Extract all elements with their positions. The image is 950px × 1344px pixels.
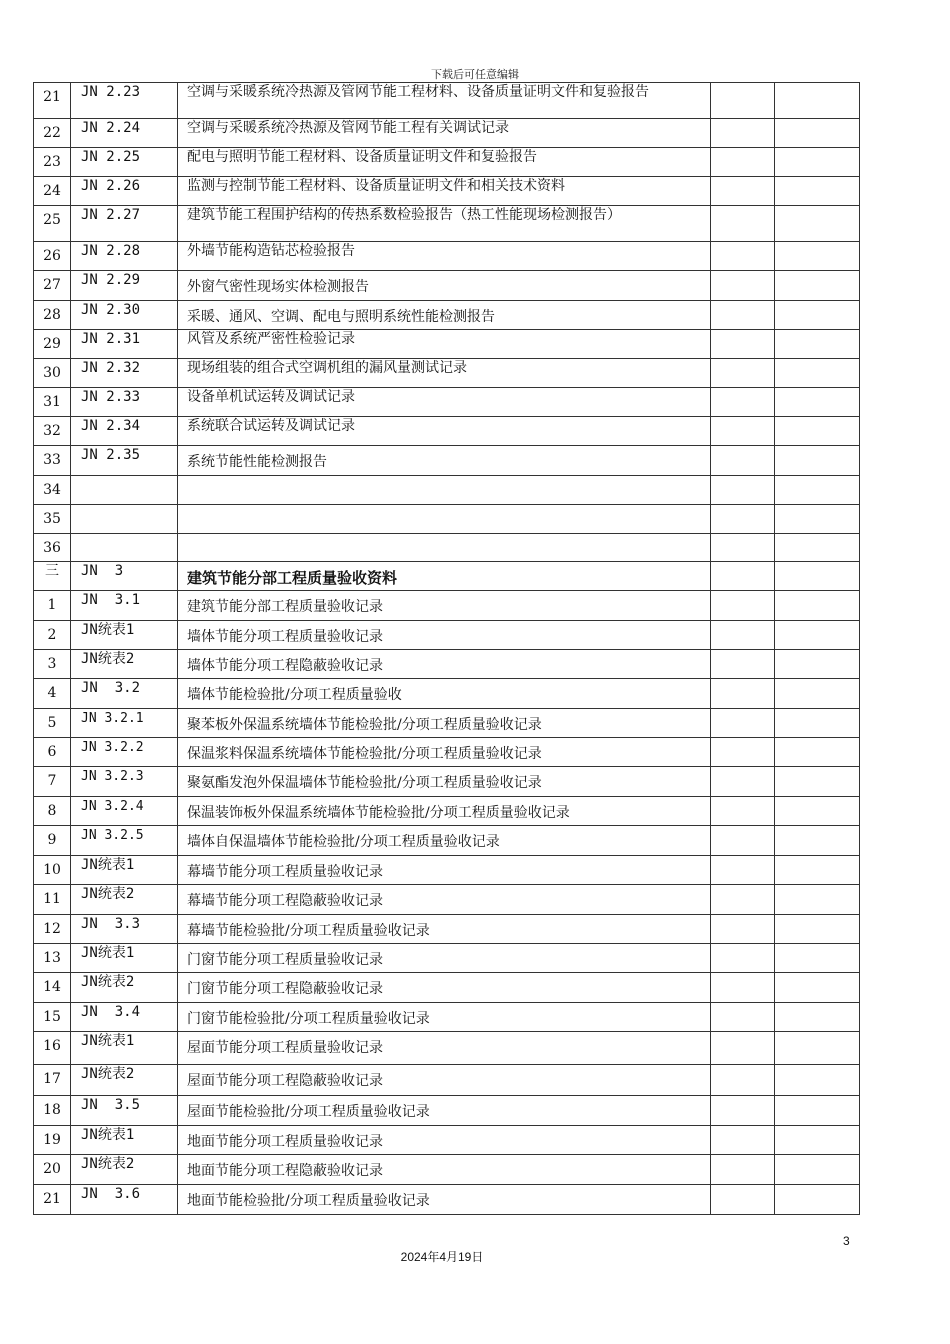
row-code: JN 3.3 [71,915,178,944]
footer-date: 2024年4月19日 [400,1250,484,1264]
row-description: 保温装饰板外保温系统墙体节能检验批/分项工程质量验收记录 [178,797,711,826]
row-number: 17 [34,1065,71,1096]
row-code: JN 3.2.2 [71,738,178,767]
row-description [178,476,711,505]
blank-cell [711,417,775,446]
blank-cell [775,767,860,797]
blank-cell [711,206,775,242]
row-description: 墙体节能检验批/分项工程质量验收 [178,679,711,709]
row-description: 屋面节能检验批/分项工程质量验收记录 [178,1096,711,1126]
row-description: 外墙节能构造钻芯检验报告 [178,242,711,271]
row-description: 空调与采暖系统冷热源及管网节能工程有关调试记录 [178,119,711,148]
row-code: JN 2.34 [71,417,178,446]
row-code: JN 2.33 [71,388,178,417]
row-description: 墙体节能分项工程隐蔽验收记录 [178,650,711,679]
row-code: JN 2.30 [71,301,178,330]
blank-cell [775,271,860,301]
row-description [178,505,711,534]
row-description: 保温浆料保温系统墙体节能检验批/分项工程质量验收记录 [178,738,711,767]
row-description: 墙体自保温墙体节能检验批/分项工程质量验收记录 [178,826,711,856]
row-number: 27 [34,271,71,301]
row-code: JN 2.35 [71,446,178,476]
row-description: 地面节能检验批/分项工程质量验收记录 [178,1185,711,1215]
row-description: 监测与控制节能工程材料、设备质量证明文件和相关技术资料 [178,177,711,206]
row-description: 配电与照明节能工程材料、设备质量证明文件和复验报告 [178,148,711,177]
row-description: 门窗节能分项工程质量验收记录 [178,944,711,973]
row-number: 28 [34,301,71,330]
blank-cell [711,177,775,206]
row-number: 14 [34,973,71,1003]
row-code: JN 2.28 [71,242,178,271]
row-code: JN统表2 [71,1065,178,1096]
blank-cell [775,973,860,1003]
row-number: 6 [34,738,71,767]
blank-cell [711,650,775,679]
row-description: 聚苯板外保温系统墙体节能检验批/分项工程质量验收记录 [178,709,711,738]
row-description: 地面节能分项工程质量验收记录 [178,1126,711,1155]
row-number: 26 [34,242,71,271]
row-number: 3 [34,650,71,679]
row-number: 7 [34,767,71,797]
row-description: 聚氨酯发泡外保温墙体节能检验批/分项工程质量验收记录 [178,767,711,797]
row-number: 24 [34,177,71,206]
row-number: 8 [34,797,71,826]
blank-cell [711,738,775,767]
blank-cell [711,973,775,1003]
row-code: JN 2.26 [71,177,178,206]
blank-cell [711,885,775,915]
row-code: JN统表1 [71,856,178,885]
row-code: JN 3.6 [71,1185,178,1215]
blank-cell [711,856,775,885]
blank-cell [775,148,860,177]
row-code [71,505,178,534]
row-code: JN 3.2 [71,679,178,709]
document-table [33,82,860,1215]
blank-cell [775,826,860,856]
blank-cell [711,1003,775,1032]
row-number: 35 [34,505,71,534]
row-description: 幕墙节能检验批/分项工程质量验收记录 [178,915,711,944]
blank-cell [775,679,860,709]
blank-cell [711,1155,775,1185]
blank-cell [711,826,775,856]
row-code: JN 3.2.5 [71,826,178,856]
row-number: 25 [34,206,71,242]
row-number: 12 [34,915,71,944]
blank-cell [775,885,860,915]
blank-cell [711,1096,775,1126]
row-description: 墙体节能分项工程质量验收记录 [178,621,711,650]
row-code: JN统表2 [71,1155,178,1185]
row-number: 20 [34,1155,71,1185]
row-description: 外窗气密性现场实体检测报告 [178,271,711,301]
row-description: 地面节能分项工程隐蔽验收记录 [178,1155,711,1185]
blank-cell [775,1096,860,1126]
row-description: 设备单机试运转及调试记录 [178,388,711,417]
row-description: 幕墙节能分项工程隐蔽验收记录 [178,885,711,915]
section-number: 三 [34,562,71,591]
row-number: 1 [34,591,71,621]
row-code: JN 3.1 [71,591,178,621]
blank-cell [775,359,860,388]
row-number: 23 [34,148,71,177]
blank-cell [775,534,860,562]
blank-cell [775,1032,860,1065]
blank-cell [775,177,860,206]
blank-cell [775,1065,860,1096]
blank-cell [775,242,860,271]
blank-cell [775,709,860,738]
row-code: JN 3.2.1 [71,709,178,738]
row-code: JN 2.25 [71,148,178,177]
row-code: JN 2.24 [71,119,178,148]
row-code: JN 2.29 [71,271,178,301]
row-number: 5 [34,709,71,738]
blank-cell [711,915,775,944]
blank-cell [711,709,775,738]
blank-cell [711,446,775,476]
blank-cell [711,1032,775,1065]
blank-cell [775,119,860,148]
row-description: 门窗节能分项工程隐蔽验收记录 [178,973,711,1003]
blank-cell [775,1003,860,1032]
row-code: JN统表2 [71,885,178,915]
row-code: JN 3.4 [71,1003,178,1032]
blank-cell [711,679,775,709]
row-number: 2 [34,621,71,650]
row-description: 现场组装的组合式空调机组的漏风量测试记录 [178,359,711,388]
blank-cell [711,148,775,177]
blank-cell [711,944,775,973]
row-code: JN 3.2.4 [71,797,178,826]
row-number: 15 [34,1003,71,1032]
row-number: 9 [34,826,71,856]
blank-cell [775,83,860,119]
row-number: 21 [34,1185,71,1215]
row-description: 风管及系统严密性检验记录 [178,330,711,359]
blank-cell [711,797,775,826]
row-number: 16 [34,1032,71,1065]
row-number: 19 [34,1126,71,1155]
blank-cell [711,1065,775,1096]
blank-cell [775,591,860,621]
row-number: 11 [34,885,71,915]
row-description: 建筑节能分部工程质量验收记录 [178,591,711,621]
row-code: JN统表2 [71,650,178,679]
row-description: 采暖、通风、空调、配电与照明系统性能检测报告 [178,301,711,330]
blank-cell [711,1185,775,1215]
blank-cell [775,1126,860,1155]
blank-cell [711,242,775,271]
blank-cell [711,562,775,591]
blank-cell [775,1185,860,1215]
row-number: 13 [34,944,71,973]
row-number: 31 [34,388,71,417]
blank-cell [775,417,860,446]
blank-cell [711,1126,775,1155]
blank-cell [711,534,775,562]
row-number: 18 [34,1096,71,1126]
row-number: 29 [34,330,71,359]
row-code: JN统表1 [71,1032,178,1065]
blank-cell [711,359,775,388]
header-note: 下载后可任意编辑 [431,68,519,81]
row-description: 系统联合试运转及调试记录 [178,417,711,446]
blank-cell [775,206,860,242]
blank-cell [775,797,860,826]
blank-cell [711,767,775,797]
row-code: JN统表1 [71,621,178,650]
blank-cell [775,621,860,650]
row-description [178,534,711,562]
blank-cell [711,476,775,505]
row-number: 10 [34,856,71,885]
blank-cell [775,944,860,973]
blank-cell [775,650,860,679]
blank-cell [711,591,775,621]
blank-cell [775,562,860,591]
blank-cell [711,301,775,330]
row-code [71,534,178,562]
row-number: 30 [34,359,71,388]
row-code: JN 2.27 [71,206,178,242]
blank-cell [711,621,775,650]
row-code: JN 2.23 [71,83,178,119]
row-number: 4 [34,679,71,709]
row-description: 幕墙节能分项工程质量验收记录 [178,856,711,885]
row-code: JN 2.32 [71,359,178,388]
row-description: 屋面节能分项工程质量验收记录 [178,1032,711,1065]
blank-cell [775,476,860,505]
row-code: JN 3.2.3 [71,767,178,797]
blank-cell [711,83,775,119]
row-description: 建筑节能工程围护结构的传热系数检验报告（热工性能现场检测报告） [178,206,711,242]
blank-cell [711,388,775,417]
blank-cell [775,915,860,944]
section-code: JN 3 [71,562,178,591]
row-number: 22 [34,119,71,148]
row-code: JN统表2 [71,973,178,1003]
row-description: 屋面节能分项工程隐蔽验收记录 [178,1065,711,1096]
row-number: 32 [34,417,71,446]
blank-cell [711,505,775,534]
blank-cell [775,446,860,476]
row-description: 空调与采暖系统冷热源及管网节能工程材料、设备质量证明文件和复验报告 [178,83,711,119]
row-number: 34 [34,476,71,505]
blank-cell [775,856,860,885]
row-description: 系统节能性能检测报告 [178,446,711,476]
blank-cell [711,330,775,359]
row-code [71,476,178,505]
row-code: JN统表1 [71,944,178,973]
blank-cell [711,271,775,301]
blank-cell [775,505,860,534]
blank-cell [711,119,775,148]
row-number: 33 [34,446,71,476]
blank-cell [775,388,860,417]
row-description: 门窗节能检验批/分项工程质量验收记录 [178,1003,711,1032]
row-number: 21 [34,83,71,119]
row-code: JN统表1 [71,1126,178,1155]
row-code: JN 2.31 [71,330,178,359]
blank-cell [775,738,860,767]
section-title: 建筑节能分部工程质量验收资料 [178,562,711,591]
blank-cell [775,1155,860,1185]
blank-cell [775,330,860,359]
blank-cell [775,301,860,330]
row-number: 36 [34,534,71,562]
page-number: 3 [843,1234,850,1248]
row-code: JN 3.5 [71,1096,178,1126]
